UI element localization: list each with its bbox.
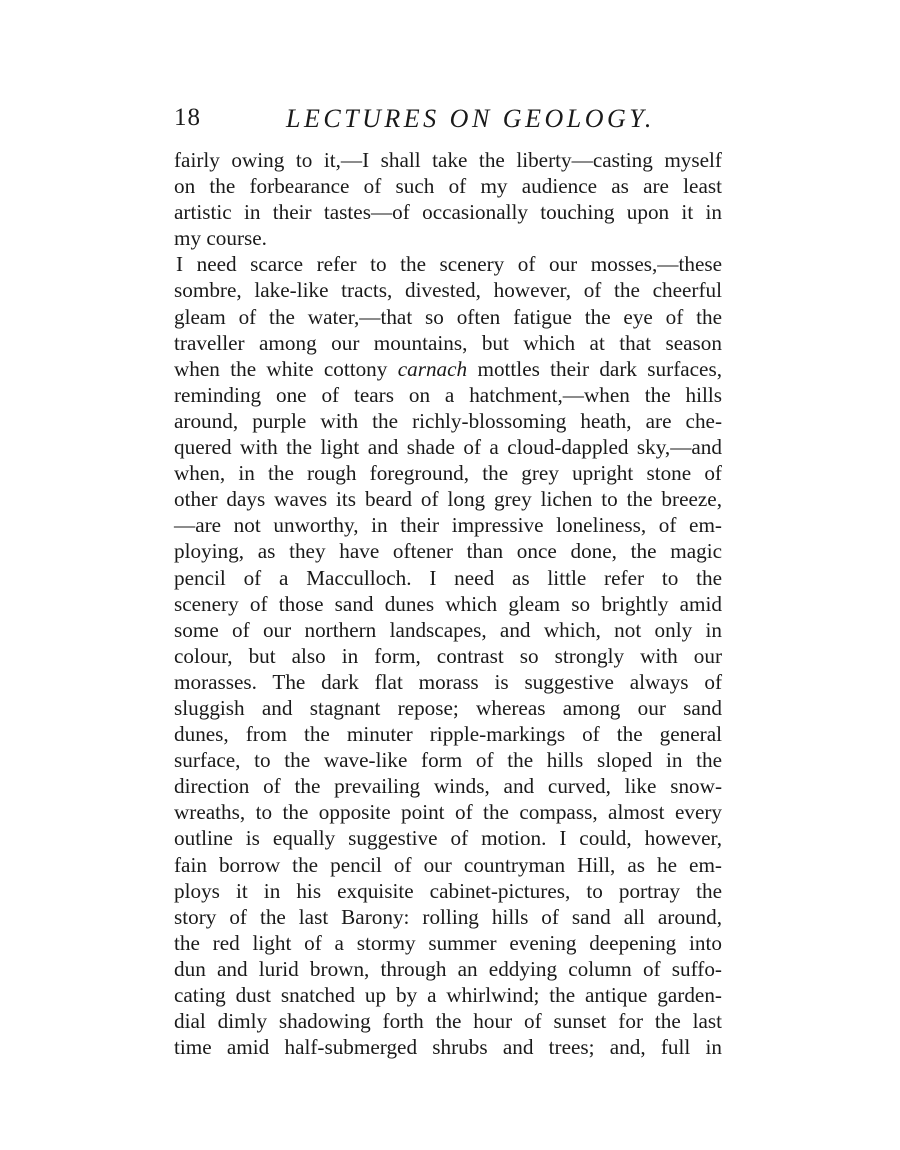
- text-line: on the forbearance of such of my audience as are least: [174, 174, 722, 199]
- text-line: —are not unworthy, in their impressive loneliness, of em-: [174, 513, 722, 538]
- text-line: some of our northern landscapes, and which, not only in: [174, 617, 722, 642]
- page-header: [174, 104, 722, 144]
- text-line: outline is equally suggestive of motion. I could, however,: [174, 826, 722, 851]
- text-line: dunes, from the minuter ripple-markings of the general: [174, 722, 722, 747]
- text-line: around, purple with the richly-blossoming heath, are che-: [174, 408, 722, 433]
- text-line: time amid half-submerged shrubs and trees; and, full in: [174, 1035, 722, 1060]
- text-line: sluggish and stagnant repose; whereas among our sand: [174, 695, 722, 720]
- text-line: quered with the light and shade of a cloud-dappled sky,—and: [174, 435, 722, 460]
- text-line: the red light of a stormy summer evening deepening into: [174, 930, 722, 955]
- italic-word: carnach: [397, 356, 468, 381]
- text-segment: mottles their dark surfaces,: [467, 356, 722, 381]
- text-line: dial dimly shadowing forth the hour of sunset for the last: [174, 1009, 722, 1034]
- text-line: I need scarce refer to the scenery of our mosses,—these: [176, 252, 722, 277]
- text-line: artistic in their tastes—of occasionally touching upon it in: [174, 200, 722, 225]
- text-line: sombre, lake-like tracts, divested, however, of the cheerful: [174, 278, 722, 303]
- text-line: wreaths, to the opposite point of the compass, almost every: [174, 800, 722, 825]
- text-line: fain borrow the pencil of our countryman Hill, as he em-: [174, 852, 722, 877]
- text-line: surface, to the wave-like form of the hills sloped in the: [174, 748, 722, 773]
- text-line: [174, 356, 722, 382]
- text-line: dun and lurid brown, through an eddying column of suffo-: [174, 956, 722, 981]
- text-line: ploys it in his exquisite cabinet-pictures, to portray the: [174, 878, 722, 903]
- body-text: [174, 147, 722, 1060]
- text-line: scenery of those sand dunes which gleam so brightly amid: [174, 591, 722, 616]
- page-number: 18: [174, 104, 201, 131]
- text-line: when, in the rough foreground, the grey upright stone of: [174, 461, 722, 486]
- text-line: gleam of the water,—that so often fatigue the eye of the: [174, 304, 722, 329]
- text-line: cating dust snatched up by a whirlwind; the antique garden-: [174, 983, 722, 1007]
- text-line: reminding one of tears on a hatchment,—when the hills: [174, 382, 722, 407]
- text-line: ploying, as they have oftener than once done, the magic: [174, 539, 722, 564]
- text-segment: when the white cottony: [174, 356, 398, 381]
- text-line: pencil of a Macculloch. I need as little refer to the: [174, 565, 722, 590]
- text-line: other days waves its beard of long grey lichen to the breeze,: [174, 487, 722, 512]
- text-line: traveller among our mountains, but which at that season: [174, 330, 722, 355]
- text-line: story of the last Barony: rolling hills of sand all around,: [174, 904, 722, 929]
- text-line: my course.: [174, 226, 267, 251]
- text-line: direction of the prevailing winds, and curved, like snow-: [174, 774, 722, 799]
- text-line: morasses. The dark flat morass is suggestive always of: [174, 669, 722, 694]
- text-line: colour, but also in form, contrast so strongly with our: [174, 643, 722, 668]
- text-line: fairly owing to it,—I shall take the liberty—casting myself: [174, 148, 722, 172]
- running-title: LECTURES ON GEOLOGY.: [286, 104, 655, 133]
